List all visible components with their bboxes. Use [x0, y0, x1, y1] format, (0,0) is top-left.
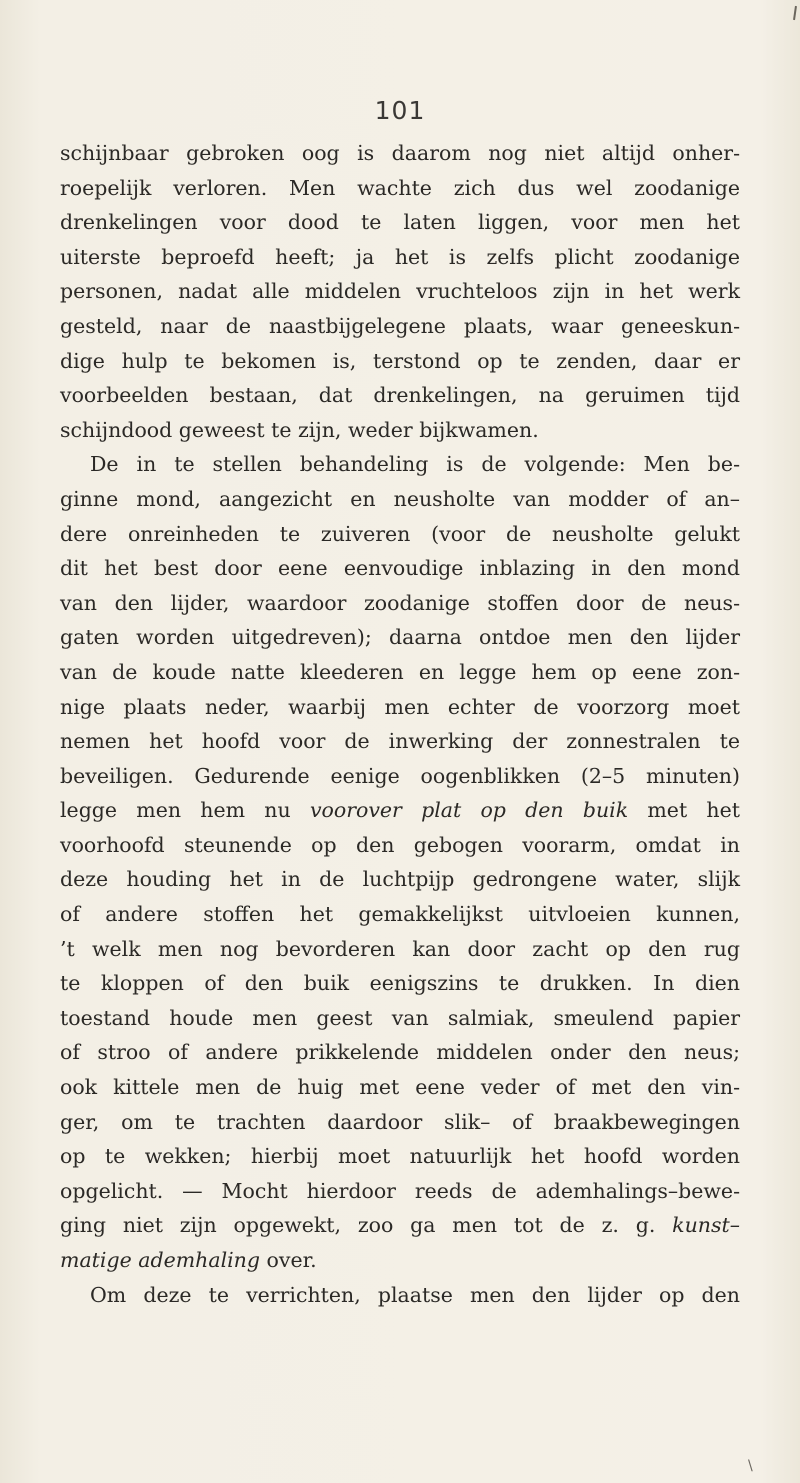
- italic-run: voorover plat op den buik: [309, 798, 629, 823]
- text-line: personen, nadat alle middelen vruchteloos zijn in het werk: [60, 279, 740, 304]
- text-line: van de koude natte kleederen en legge hem op eene zon-: [60, 659, 740, 684]
- text-run: ging niet zijn opgewekt, zoo ga men tot de z. g.: [60, 1213, 673, 1238]
- text-run: met het: [628, 798, 740, 823]
- text-line: deze houding het in de luchtpijp gedrongene water, slijk: [60, 867, 740, 892]
- page-number: 101: [374, 96, 426, 125]
- margin-mark: [793, 6, 797, 20]
- text-line: drenkelingen voor dood te laten liggen, voor men het: [60, 210, 740, 235]
- text-line: [60, 793, 740, 828]
- text-line: beveiligen. Gedurende eenige oogenblikken (2–5 minuten): [60, 763, 740, 788]
- text-line: van den lijder, waardoor zoodanige stoffen door de neus-: [60, 590, 740, 615]
- text-line: voorhoofd steunende op den gebogen voorarm, omdat in: [60, 832, 740, 857]
- text-line: [60, 1243, 740, 1278]
- text-line: nige plaats neder, waarbij men echter de voorzorg moet: [60, 694, 740, 719]
- text-line: ook kittele men de huig met eene veder of met den vin-: [60, 1075, 740, 1100]
- text-run: legge men hem nu: [60, 798, 310, 823]
- text-line: of stroo of andere prikkelende middelen onder den neus;: [60, 1040, 740, 1065]
- body-text: [60, 136, 740, 1312]
- text-line: gaten worden uitgedreven); daarna ontdoe men den lijder: [60, 625, 740, 650]
- text-line: of andere stoffen het gemakkelijkst uitvloeien kunnen,: [60, 902, 740, 927]
- text-line: dige hulp te bekomen is, terstond op te zenden, daar er: [60, 348, 740, 373]
- text-line: toestand houde men geest van salmiak, smeulend papier: [60, 1005, 740, 1030]
- text-line: op te wekken; hierbij moet natuurlijk het hoofd worden: [60, 1144, 740, 1169]
- corner-mark: \: [748, 1458, 753, 1474]
- italic-run: matige ademhaling: [60, 1248, 261, 1272]
- text-line: schijnbaar gebroken oog is daarom nog niet altijd onher-: [60, 141, 740, 165]
- text-line: ’t welk men nog bevorderen kan door zacht op den rug: [60, 936, 740, 961]
- text-line: te kloppen of den buik eenigszins te drukken. In dien: [60, 971, 740, 996]
- text-line: roepelijk verloren. Men wachte zich dus wel zoodanige: [60, 175, 740, 200]
- italic-run: kunst–: [672, 1213, 740, 1238]
- text-line: dere onreinheden te zuiveren (voor de neusholte gelukt: [60, 521, 740, 546]
- text-line: opgelicht. — Mocht hierdoor reeds de ademhalings–bewe-: [60, 1178, 740, 1203]
- text-run: over.: [260, 1248, 317, 1272]
- text-line: nemen het hoofd voor de inwerking der zonnestralen te: [60, 729, 740, 754]
- text-line: voorbeelden bestaan, dat drenkelingen, na geruimen tijd: [60, 383, 740, 408]
- text-line: ginne mond, aangezicht en neusholte van modder of an–: [60, 486, 740, 511]
- text-line: Om deze te verrichten, plaatse men den lijder op den: [90, 1282, 740, 1307]
- text-line: ger, om te trachten daardoor slik– of braakbewegingen: [60, 1109, 740, 1134]
- text-line: uiterste beproefd heeft; ja het is zelfs plicht zoodanige: [60, 244, 740, 269]
- text-line: schijndood geweest te zijn, weder bijkwamen.: [60, 417, 539, 442]
- text-line: gesteld, naar de naastbijgelegene plaats, waar geneeskun-: [60, 313, 740, 338]
- text-line: [60, 1208, 740, 1243]
- text-line: De in te stellen behandeling is de volgende: Men be-: [90, 452, 740, 477]
- text-line: dit het best door eene eenvoudige inblazing in den mond: [60, 556, 740, 581]
